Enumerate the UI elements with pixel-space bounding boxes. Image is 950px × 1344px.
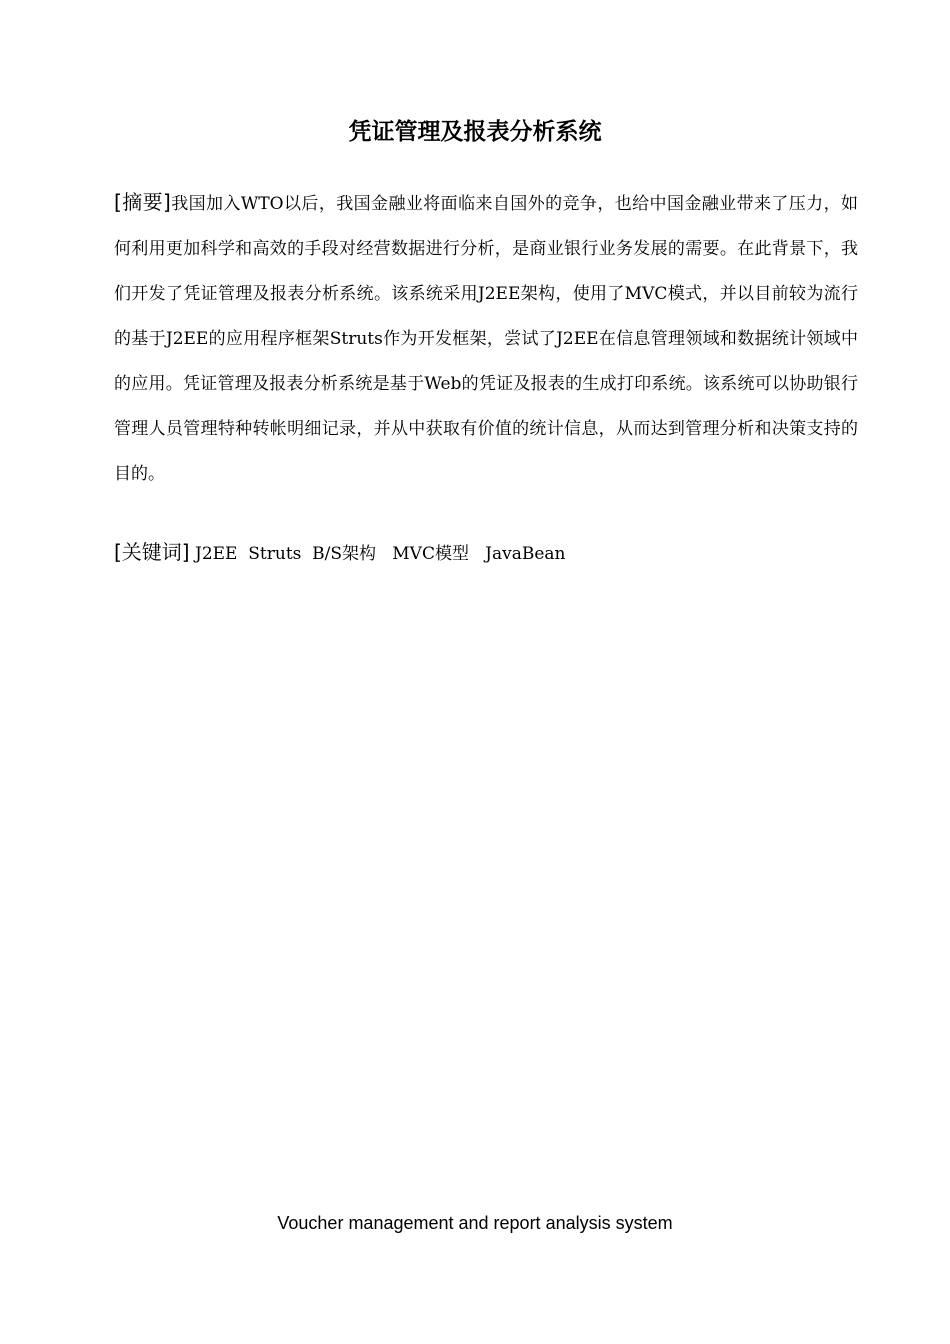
keywords-text: J2EE Struts B/S架构 MVC模型 JavaBean [189,544,566,564]
english-title: Voucher management and report analysis system [277,1213,673,1233]
abstract-label: [摘要] [114,190,171,214]
keywords-line [114,530,858,577]
page-title: 凭证管理及报表分析系统 [348,119,602,145]
keywords-label: [关键词] [114,540,190,564]
abstract-text: 我国加入WTO以后，我国金融业将面临来自国外的竞争，也给中国金融业带来了压力，如何利用更加科学和高效的手段对经营数据进行分析，是商业银行业务发展的需要。在此背景下，我们开发了凭证管理及报表分析系统。该系统采用J2EE架构，使用了MVC模式，并以目前较为流行的基于J2EE的应用程序框架Struts作为开发框架，尝试了J2EE在信息管理领域和数据统计领域中的应用。凭证管理及报表分析系统是基于Web的凭证及报表的生成打印系统。该系统可以协助银行管理人员管理特种转帐明细记录，并从中获取有价值的统计信息，从而达到管理分析和决策支持的目的。 [114,194,858,484]
abstract-paragraph [114,180,858,497]
